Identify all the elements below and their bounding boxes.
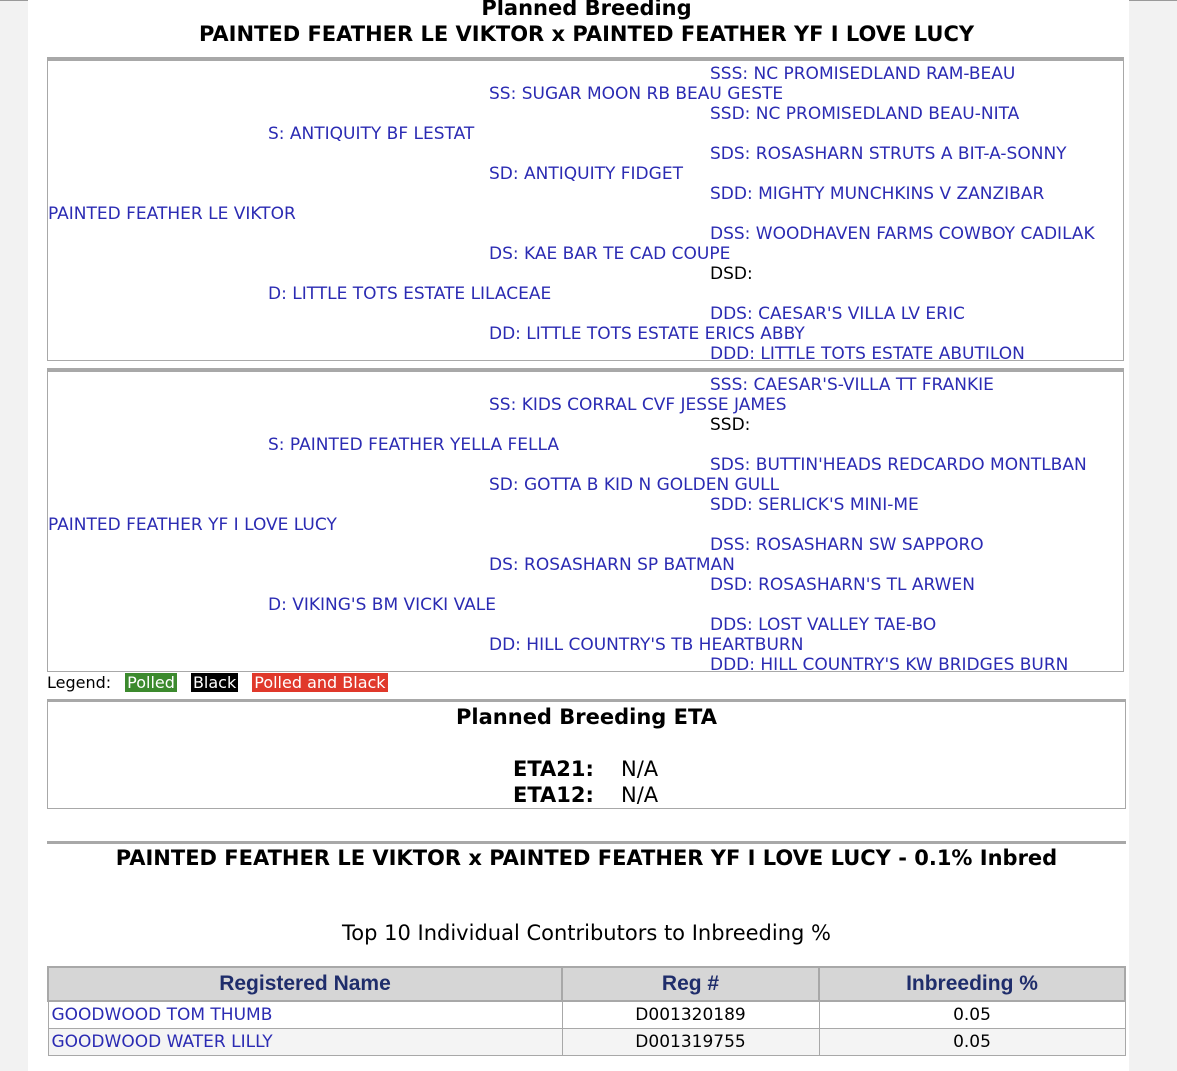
legend [47,673,388,692]
pedigree-ss-link[interactable]: SS: KIDS CORRAL CVF JESSE JAMES [489,395,787,415]
inbreeding-title: PAINTED FEATHER LE VIKTOR x PAINTED FEATHER YF I LOVE LUCY - 0.1% Inbred [115,846,1058,870]
pedigree-sds-link[interactable]: SDS: BUTTIN'HEADS REDCARDO MONTLBAN [710,455,1087,475]
registered-name-link[interactable]: GOODWOOD TOM THUMB [51,1005,273,1025]
pedigree-animal-link[interactable]: PAINTED FEATHER YF I LOVE LUCY [48,515,337,535]
legend-label: Legend: [47,673,112,692]
pedigree-dds-link[interactable]: DDS: CAESAR'S VILLA LV ERIC [710,304,965,324]
row-pct-cell: 0.05 [819,1001,1125,1029]
column-header-inbreeding: Inbreeding % [819,967,1125,1001]
pedigree-s-link[interactable]: S: ANTIQUITY BF LESTAT [268,124,475,144]
contributors-subtitle: Top 10 Individual Contributors to Inbreeding % [342,921,831,945]
eta21-row [513,757,658,781]
eta21-label: ETA21: [513,757,594,781]
pedigree-animal-link[interactable]: PAINTED FEATHER LE VIKTOR [48,204,296,224]
pedigree-ddd-link[interactable]: DDD: LITTLE TOTS ESTATE ABUTILON [710,344,1025,364]
inbreeding-divider [47,841,1126,844]
pedigree-s-link[interactable]: S: PAINTED FEATHER YELLA FELLA [268,435,559,455]
pedigree-dds-link[interactable]: DDS: LOST VALLEY TAE-BO [710,615,937,635]
row-reg-cell: D001320189 [562,1001,819,1029]
row-name-cell [48,1029,562,1056]
legend-black-swatch: Black [192,673,237,692]
registered-name-link[interactable]: GOODWOOD WATER LILLY [51,1032,273,1052]
legend-polled-black-swatch: Polled and Black [254,673,386,692]
row-reg-cell: D001319755 [562,1029,819,1056]
pedigree-sdd-link[interactable]: SDD: MIGHTY MUNCHKINS V ZANZIBAR [710,184,1045,204]
row-pct-cell: 0.05 [819,1029,1125,1056]
pedigree-sds-link[interactable]: SDS: ROSASHARN STRUTS A BIT-A-SONNY [710,144,1067,164]
eta12-label: ETA12: [513,783,594,807]
eta12-value: N/A [621,783,659,807]
pedigree-ds-link[interactable]: DS: ROSASHARN SP BATMAN [489,555,735,575]
table-row [48,1029,1125,1056]
legend-polled-swatch: Polled [127,673,175,692]
column-header-name: Registered Name [48,967,562,1001]
eta12-row [513,783,658,807]
pedigree-dss-link[interactable]: DSS: WOODHAVEN FARMS COWBOY CADILAK [710,224,1095,244]
pedigree-ssd-link[interactable]: SSD: NC PROMISEDLAND BEAU-NITA [710,104,1020,124]
pedigree-d-link[interactable]: D: LITTLE TOTS ESTATE LILACEAE [268,284,552,304]
pedigree-sd-link[interactable]: SD: GOTTA B KID N GOLDEN GULL [489,475,780,495]
pedigree-ssd-label: SSD: [710,415,751,435]
table-row [48,1001,1125,1029]
pedigree-sss-link[interactable]: SSS: NC PROMISEDLAND RAM-BEAU [710,64,1016,84]
contributors-table [47,966,1126,1056]
pedigree-ddd-link[interactable]: DDD: HILL COUNTRY'S KW BRIDGES BURN [710,655,1069,675]
column-header-reg: Reg # [562,967,819,1001]
table-header-row [48,967,1125,1001]
sire-pedigree [47,57,1124,364]
pedigree-ds-link[interactable]: DS: KAE BAR TE CAD COUPE [489,244,731,264]
eta-box [47,699,1126,809]
page-title: Planned Breeding [481,0,692,20]
pairing-title: PAINTED FEATHER LE VIKTOR x PAINTED FEATHER YF I LOVE LUCY [198,22,975,46]
eta-title: Planned Breeding ETA [456,705,717,729]
pedigree-dsd-link[interactable]: DSD: ROSASHARN'S TL ARWEN [710,575,975,595]
pedigree-sss-link[interactable]: SSS: CAESAR'S-VILLA TT FRANKIE [710,375,994,395]
dam-pedigree [47,368,1124,675]
pedigree-ss-link[interactable]: SS: SUGAR MOON RB BEAU GESTE [489,84,784,104]
pedigree-d-link[interactable]: D: VIKING'S BM VICKI VALE [268,595,496,615]
pedigree-sd-link[interactable]: SD: ANTIQUITY FIDGET [489,164,683,184]
pedigree-dd-link[interactable]: DD: LITTLE TOTS ESTATE ERICS ABBY [489,324,805,344]
pedigree-dsd-label: DSD: [710,264,753,284]
row-name-cell [48,1001,562,1029]
eta21-value: N/A [621,757,659,781]
pedigree-dd-link[interactable]: DD: HILL COUNTRY'S TB HEARTBURN [489,635,804,655]
pedigree-sdd-link[interactable]: SDD: SERLICK'S MINI-ME [710,495,919,515]
pedigree-dss-link[interactable]: DSS: ROSASHARN SW SAPPORO [710,535,984,555]
